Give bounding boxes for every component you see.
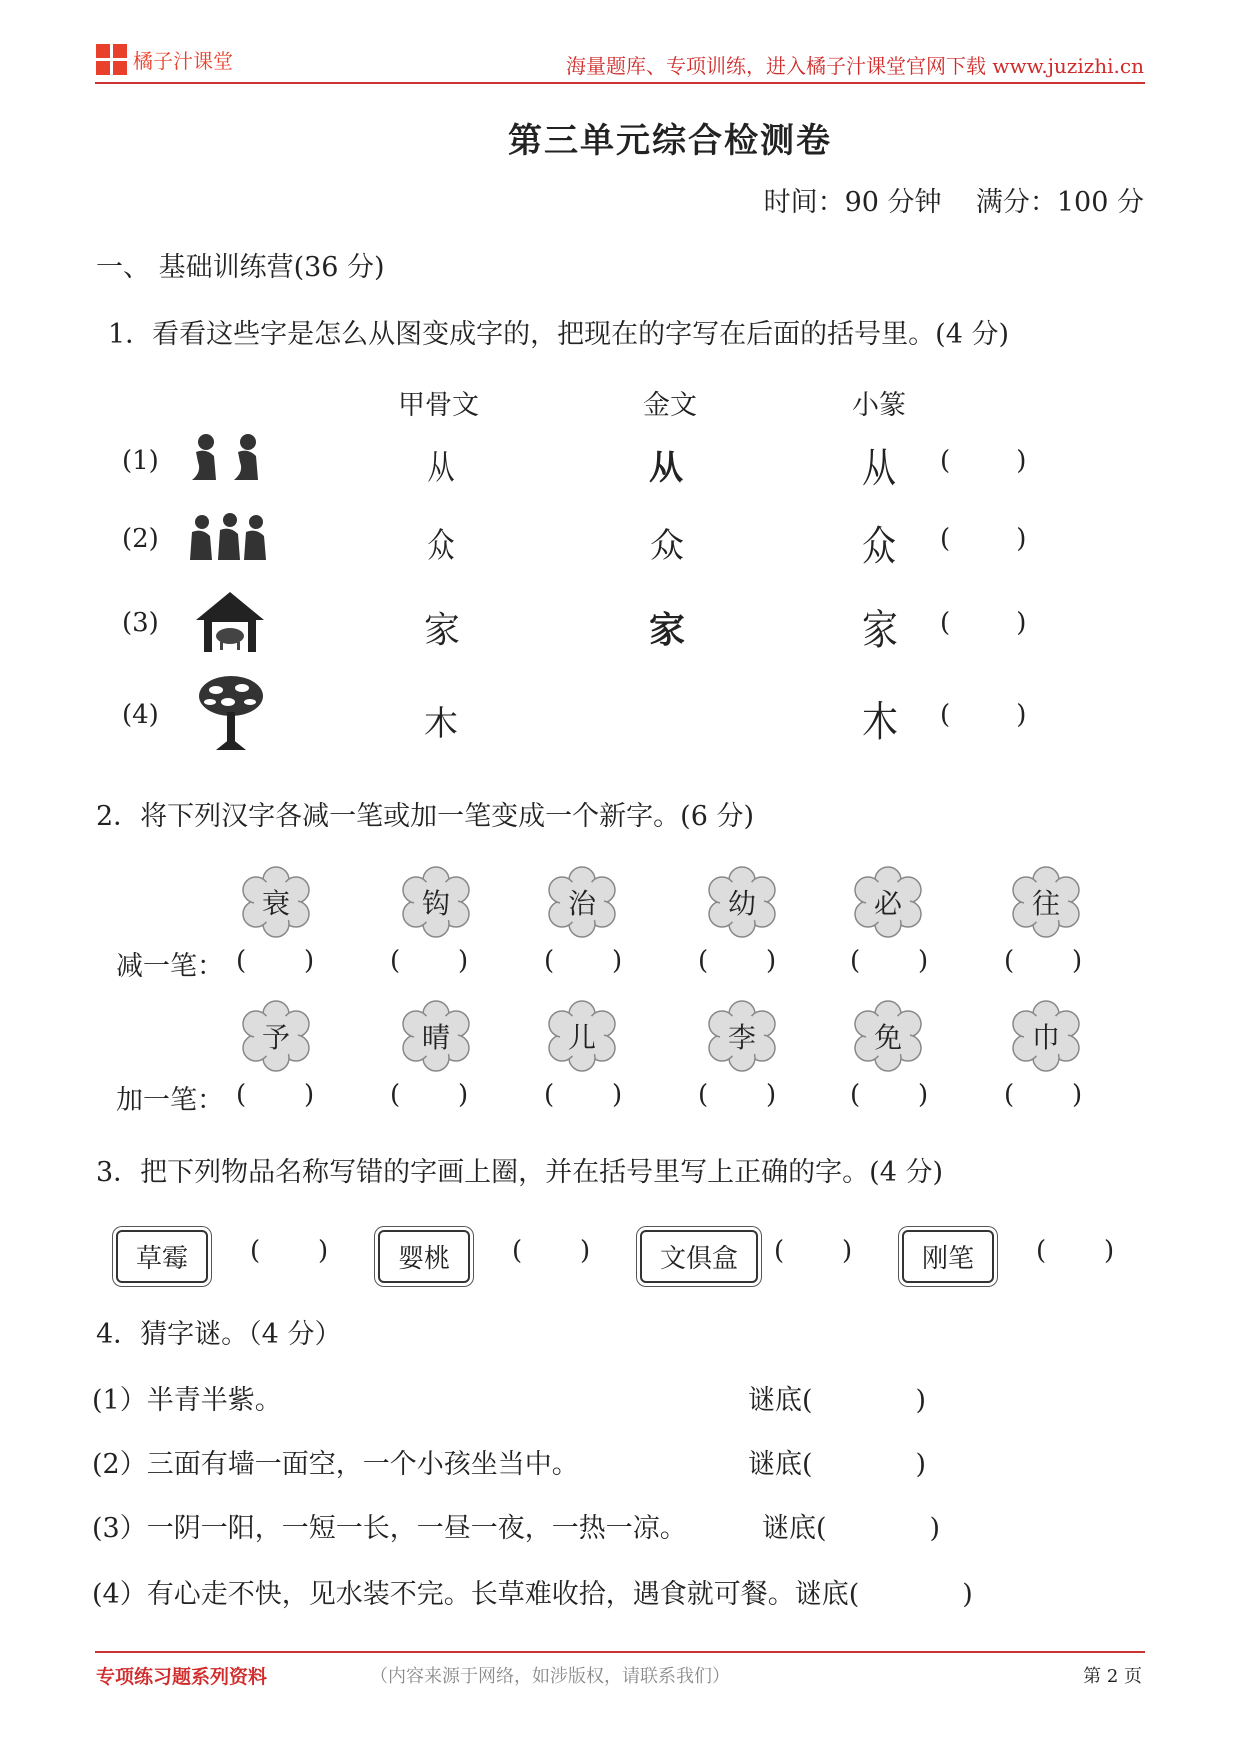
char-flower [706, 866, 778, 938]
bronze-glyph: 众 [650, 526, 684, 566]
time-info: 时间：90 分钟 [763, 187, 942, 218]
char: 巾 [1031, 1021, 1060, 1054]
header-oracle: 甲骨文 [398, 390, 479, 421]
answer-blank[interactable]: ( ) [850, 946, 929, 976]
char-flower [546, 1000, 618, 1072]
char-flower [1010, 866, 1082, 938]
item-box: 婴桃 [378, 1230, 470, 1283]
row-number: (3) [122, 608, 159, 638]
answer-blank[interactable]: ( ) [390, 1080, 469, 1110]
riddle-text: (3）一阴一阳，一短一长，一昼一夜，一热一凉。 [92, 1513, 687, 1544]
seal-glyph: 木 [862, 699, 899, 747]
header-bronze: 金文 [643, 390, 697, 421]
char: 治 [567, 887, 596, 920]
answer-blank[interactable]: ( ) [1004, 946, 1083, 976]
char-flower [706, 1000, 778, 1072]
row-number: (1) [122, 446, 159, 476]
char: 幼 [727, 887, 756, 920]
logo [96, 44, 233, 75]
seal-glyph: 众 [862, 522, 896, 571]
riddle-answer[interactable]: 谜底( ) [762, 1513, 941, 1544]
bronze-glyph: 从 [649, 448, 683, 488]
riddle-answer[interactable]: 谜底( ) [748, 1449, 927, 1480]
question-3-prompt: 3．把下列物品名称写错的字画上圈，并在括号里写上正确的字。(4 分) [96, 1157, 944, 1188]
char: 儿 [567, 1021, 596, 1054]
answer-blank[interactable]: ( ) [236, 1080, 315, 1110]
answer-blank[interactable]: ( ) [940, 700, 1027, 730]
seal-glyph: 家 [862, 607, 899, 655]
section-heading: 一、 基础训练营(36 分) [96, 252, 385, 283]
riddle-text: (2）三面有墙一面空，一个小孩坐当中。 [92, 1449, 579, 1480]
logo-text: 橘子汁课堂 [133, 49, 233, 73]
char-flower [852, 866, 924, 938]
answer-blank[interactable]: ( ) [698, 946, 777, 976]
char: 予 [261, 1021, 290, 1054]
riddle-answer[interactable]: 谜底( ) [748, 1385, 927, 1416]
riddle-text: (1）半青半紫。 [92, 1385, 282, 1416]
footer-series: 专项练习题系列资料 [96, 1666, 268, 1688]
char: 晴 [421, 1021, 450, 1054]
item-box: 刚笔 [902, 1230, 994, 1283]
tree-icon [196, 674, 266, 752]
oracle-glyph: 从 [427, 448, 455, 488]
question-1-prompt: 1．看看这些字是怎么从图变成字的，把现在的字写在后面的括号里。(4 分) [108, 319, 1010, 350]
answer-blank[interactable]: ( ) [250, 1236, 329, 1266]
oracle-glyph: 家 [424, 610, 461, 651]
question-4-prompt: 4．猜字谜。（4 分） [96, 1319, 342, 1350]
score-info: 满分：100 分 [975, 187, 1144, 218]
answer-blank[interactable]: ( ) [698, 1080, 777, 1110]
page-number: 第 2 页 [1083, 1666, 1142, 1687]
header-slogan: 海量题库、专项训练，进入橘子汁课堂官网下载 www.juzizhi.cn [566, 54, 1144, 78]
char-flower [400, 866, 472, 938]
plus-label: 加一笔： [116, 1085, 224, 1116]
char-flower [240, 1000, 312, 1072]
item-box: 文俱盒 [640, 1230, 758, 1283]
answer-blank[interactable]: ( ) [390, 946, 469, 976]
char: 必 [873, 887, 902, 920]
char-flower [1010, 1000, 1082, 1072]
header-seal: 小篆 [852, 390, 906, 421]
answer-blank[interactable]: ( ) [512, 1236, 591, 1266]
oracle-glyph: 众 [427, 526, 455, 566]
minus-label: 减一笔： [116, 951, 224, 982]
char: 衰 [261, 887, 290, 920]
bronze-glyph: 家 [649, 609, 686, 651]
char: 往 [1031, 887, 1060, 920]
row-number: (2) [122, 524, 159, 554]
answer-blank[interactable]: ( ) [774, 1236, 853, 1266]
oracle-glyph: 木 [424, 704, 458, 744]
answer-blank[interactable]: ( ) [544, 1080, 623, 1110]
item-box: 草霉 [116, 1230, 208, 1283]
char-flower [852, 1000, 924, 1072]
answer-blank[interactable]: ( ) [850, 1080, 929, 1110]
answer-blank[interactable]: ( ) [940, 608, 1027, 638]
char: 李 [727, 1021, 756, 1054]
seal-glyph: 从 [862, 444, 896, 493]
answer-blank[interactable]: ( ) [544, 946, 623, 976]
house-with-pig-icon [194, 590, 266, 654]
answer-blank[interactable]: ( ) [1036, 1236, 1115, 1266]
footer-divider [95, 1651, 1145, 1653]
header-divider [95, 82, 1145, 84]
three-people-crowd-icon [186, 510, 272, 566]
answer-blank[interactable]: ( ) [1004, 1080, 1083, 1110]
char-flower [546, 866, 618, 938]
answer-blank[interactable]: ( ) [236, 946, 315, 976]
question-2-prompt: 2．将下列汉字各减一笔或加一笔变成一个新字。(6 分) [96, 801, 755, 832]
char: 免 [873, 1021, 902, 1054]
answer-blank[interactable]: ( ) [940, 524, 1027, 554]
row-number: (4) [122, 700, 159, 730]
char-flower [240, 866, 312, 938]
riddle-text: (4）有心走不快，见水装不完。长草难收拾，遇食就可餐。谜底( ) [92, 1579, 973, 1610]
two-people-following-icon [186, 432, 272, 488]
char: 钩 [421, 887, 450, 920]
char-flower [400, 1000, 472, 1072]
page-title: 第三单元综合检测卷 [508, 121, 832, 161]
logo-mark-icon [96, 44, 127, 75]
footer-copyright: （内容来源于网络，如涉版权，请联系我们） [370, 1666, 730, 1687]
answer-blank[interactable]: ( ) [940, 446, 1027, 476]
exam-info [764, 180, 1144, 219]
